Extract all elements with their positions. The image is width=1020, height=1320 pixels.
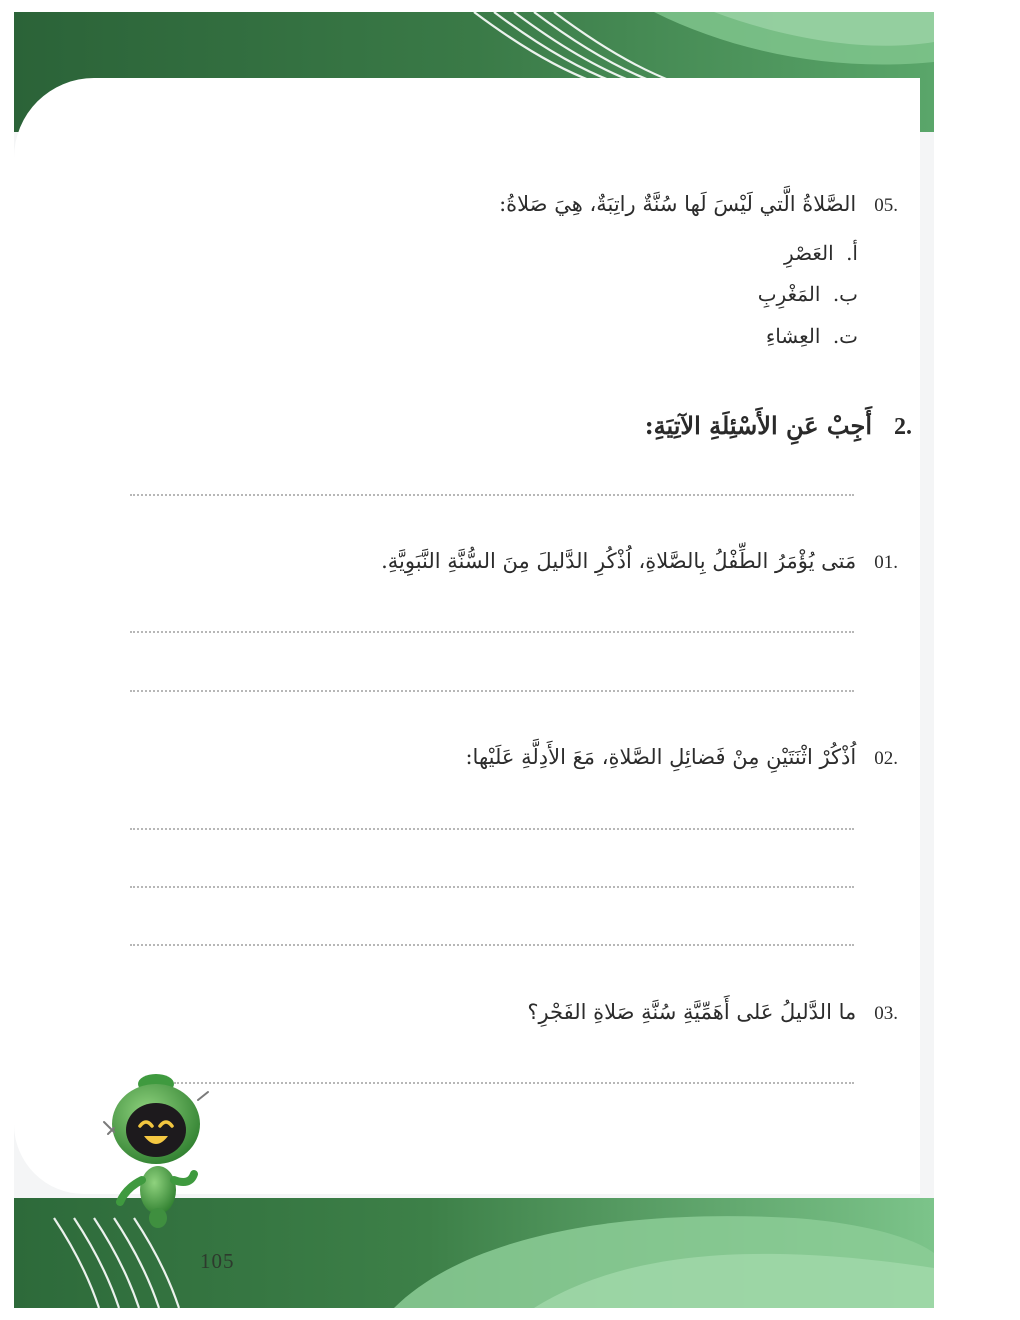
question-text: اُذْكُرْ اثْنَتَيْنِ مِنْ فَضائِلِ الصَّلاةِ، مَعَ الأَدِلَّةِ عَلَيْها: [465,745,857,769]
answer-line[interactable] [130,828,854,830]
page-number: 105 [200,1249,235,1273]
question-01 [381,549,898,574]
option-letter: ب. [832,282,858,306]
mascot-character-icon [94,1072,224,1232]
question-number: 03. [874,1003,898,1024]
question-number: 02. [874,748,898,769]
answer-line[interactable] [130,690,854,692]
option-b [758,282,858,306]
question-text: ما الدَّليلُ عَلى أَهَمِّيَّةِ سُنَّةِ صَلاةِ الفَجْرِ؟ [527,1000,857,1024]
option-text: المَغْرِبِ [757,282,821,306]
option-a [784,241,858,265]
question-02 [465,745,898,770]
question-05 [499,192,898,217]
question-number: 05. [874,195,898,216]
answer-line[interactable] [130,494,854,496]
section-text: أَجِبْ عَنِ الأَسْئِلَةِ الآتِيَةِ: [644,411,872,440]
section-2-heading [645,411,912,441]
option-letter: أ. [846,241,858,265]
answer-line[interactable] [130,944,854,946]
answer-line[interactable] [130,631,854,633]
section-number: 2. [894,414,912,440]
workbook-page [14,12,934,1308]
option-text: العَصْرِ [784,241,834,265]
answer-line[interactable] [174,1082,854,1084]
question-03 [527,1000,898,1025]
option-c [766,324,858,348]
question-text: الصَّلاةُ الَّتي لَيْسَ لَها سُنَّةٌ راتِبَةٌ، هِيَ صَلاةُ: [499,192,857,216]
question-text: مَتى يُؤْمَرُ الطِّفْلُ بِالصَّلاةِ، اُذْكُرِ الدَّليلَ مِنَ السُّنَّةِ النَّبَوِيَّةِ. [381,549,857,573]
answer-line[interactable] [130,886,854,888]
question-number: 01. [874,552,898,573]
option-text: العِشاءِ [765,324,821,348]
option-letter: ت. [832,324,858,348]
